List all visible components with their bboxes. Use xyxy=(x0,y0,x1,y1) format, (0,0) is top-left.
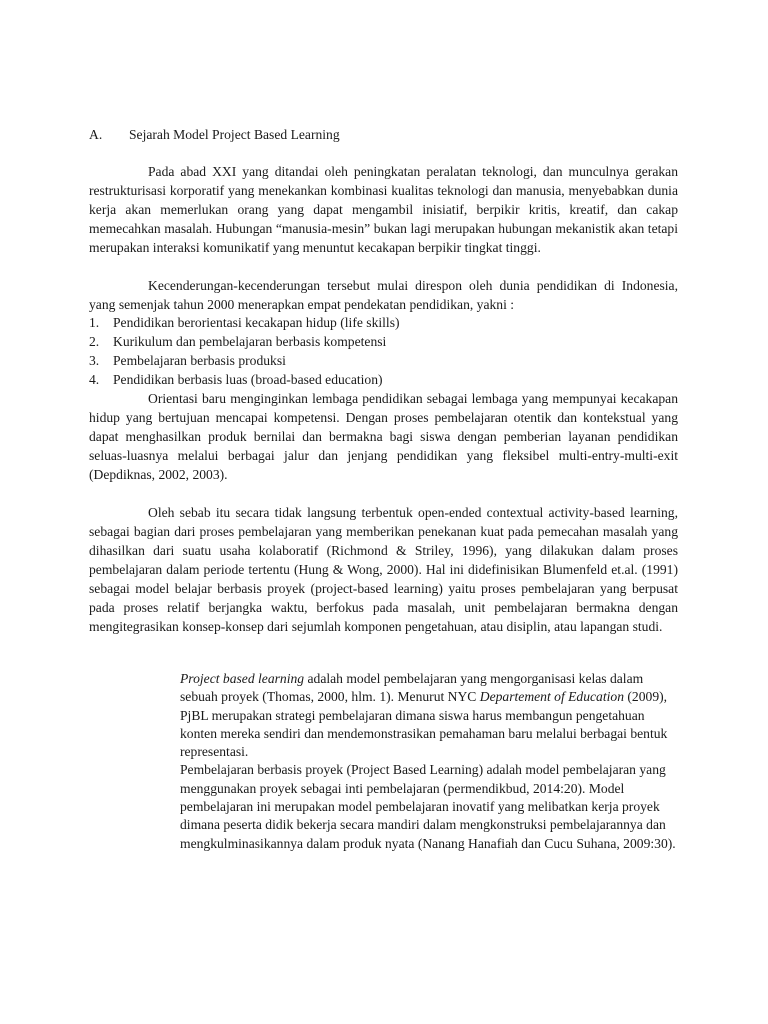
quote-paragraph-1 xyxy=(180,670,680,761)
paragraph-1-text: Pada abad XXI yang ditandai oleh peningkatan peralatan teknologi, dan munculnya gerakan restrukturisasi korporatif yang menekankan kombinasi kualitas teknologi dan manusia, menyebabkan dunia kerja akan memerlukan orang yang dapat mengambil inisiatif, berpikir kritis, kreatif, dan cakap memecahkan masalah. Hubungan “manusia-mesin” bukan lagi merupakan hubungan mekanistik akan tetapi merupakan interaksi komunikatif yang menuntut kecakapan berpikir tingkat tinggi. xyxy=(89,164,678,255)
list-item-text: Pembelajaran berbasis produksi xyxy=(113,353,286,368)
quote-text: (2009), PjBL merupakan strategi pembelajaran dimana siswa harus membangun pengetahuan konten mereka sendiri dan mendemonstrasikan pemahaman baru melalui berbagai bentuk representasi. xyxy=(180,689,668,760)
paragraph-1 xyxy=(89,162,678,257)
quote-text: adalah model pembelajaran yang mengorganisasi kelas dalam sebuah proyek (Thomas, 2000, hlm. 1). Menurut NYC xyxy=(180,671,644,705)
paragraph-4 xyxy=(89,503,678,636)
section-title: Sejarah Model Project Based Learning xyxy=(129,127,340,142)
list-item-text: Pendidikan berbasis luas (broad-based education) xyxy=(113,372,383,387)
list-item-text: Pendidikan berorientasi kecakapan hidup (life skills) xyxy=(113,315,400,330)
list-item-number: 1. xyxy=(89,315,100,330)
paragraph-2-text: Kecenderungan-kecenderungan tersebut mulai direspon oleh dunia pendidikan di Indonesia, yang semenjak tahun 2000 menerapkan empat pendekatan pendidikan, yakni : xyxy=(89,278,678,312)
list-item-text: Kurikulum dan pembelajaran berbasis kompetensi xyxy=(113,334,387,349)
block-quote xyxy=(180,670,680,853)
quote-italic-term: Project based learning xyxy=(180,671,305,686)
paragraph-3-text: Orientasi baru menginginkan lembaga pendidikan sebagai lembaga yang mempunyai kecakapan hidup yang bertujuan mencapai kompetensi. Dengan proses pembelajaran otentik dan kontekstual yang dapat menghasilkan produk bernilai dan bermakna bagi siswa dengan pemberian layanan pendidikan seluas-luasnya melalui berbagai jalur dan jenjang pendidikan yang fleksibel multi-entry-multi-exit (Depdiknas, 2002, 2003). xyxy=(89,391,678,482)
paragraph-2 xyxy=(89,276,678,314)
list-item-number: 4. xyxy=(89,372,100,387)
section-heading xyxy=(89,126,340,144)
list-item-number: 3. xyxy=(89,353,100,368)
quote-paragraph-2: Pembelajaran berbasis proyek (Project Based Learning) adalah model pembelajaran yang menggunakan proyek sebagai inti pembelajaran (permendikbud, 2014:20). Model pembelajaran ini merupakan model pembelajaran inovatif yang melibatkan kerja proyek dimana peserta didik bekerja secara mandiri dalam mengkonstruksi pembelajarannya dan mengkulminasikannya dalam produk nyata (Nanang Hanafiah dan Cucu Suhana, 2009:30). xyxy=(180,762,676,851)
list-item xyxy=(89,313,678,332)
list-item xyxy=(89,332,678,351)
approach-list xyxy=(89,313,678,389)
quote-italic-term: Departement of Education xyxy=(479,689,624,705)
list-item xyxy=(89,351,678,370)
list-item xyxy=(89,370,678,389)
paragraph-4-text: Oleh sebab itu secara tidak langsung terbentuk open-ended contextual activity-based learning, sebagai bagian dari proses pembelajaran yang memberikan penekanan kuat pada pemecahan masalah yang dihasilkan dari suatu usaha kolaboratif (Richmond & Striley, 1996), yang dilakukan dalam proses pembelajaran dalam periode tertentu (Hung & Wong, 2000). Hal ini didefinisikan Blumenfeld et.al. (1991) sebagai model belajar berbasis proyek (project-based learning) yaitu proses pembelajaran yang berpusat pada proses relatif berjangka waktu, berfokus pada masalah, unit pembelajaran bermakna dengan mengitegrasikan konsep-konsep dari sejumlah komponen pengetahuan, atau disiplin, atau lapangan studi. xyxy=(89,505,678,634)
list-item-number: 2. xyxy=(89,334,100,349)
paragraph-3 xyxy=(89,389,678,484)
section-number: A. xyxy=(89,127,103,142)
